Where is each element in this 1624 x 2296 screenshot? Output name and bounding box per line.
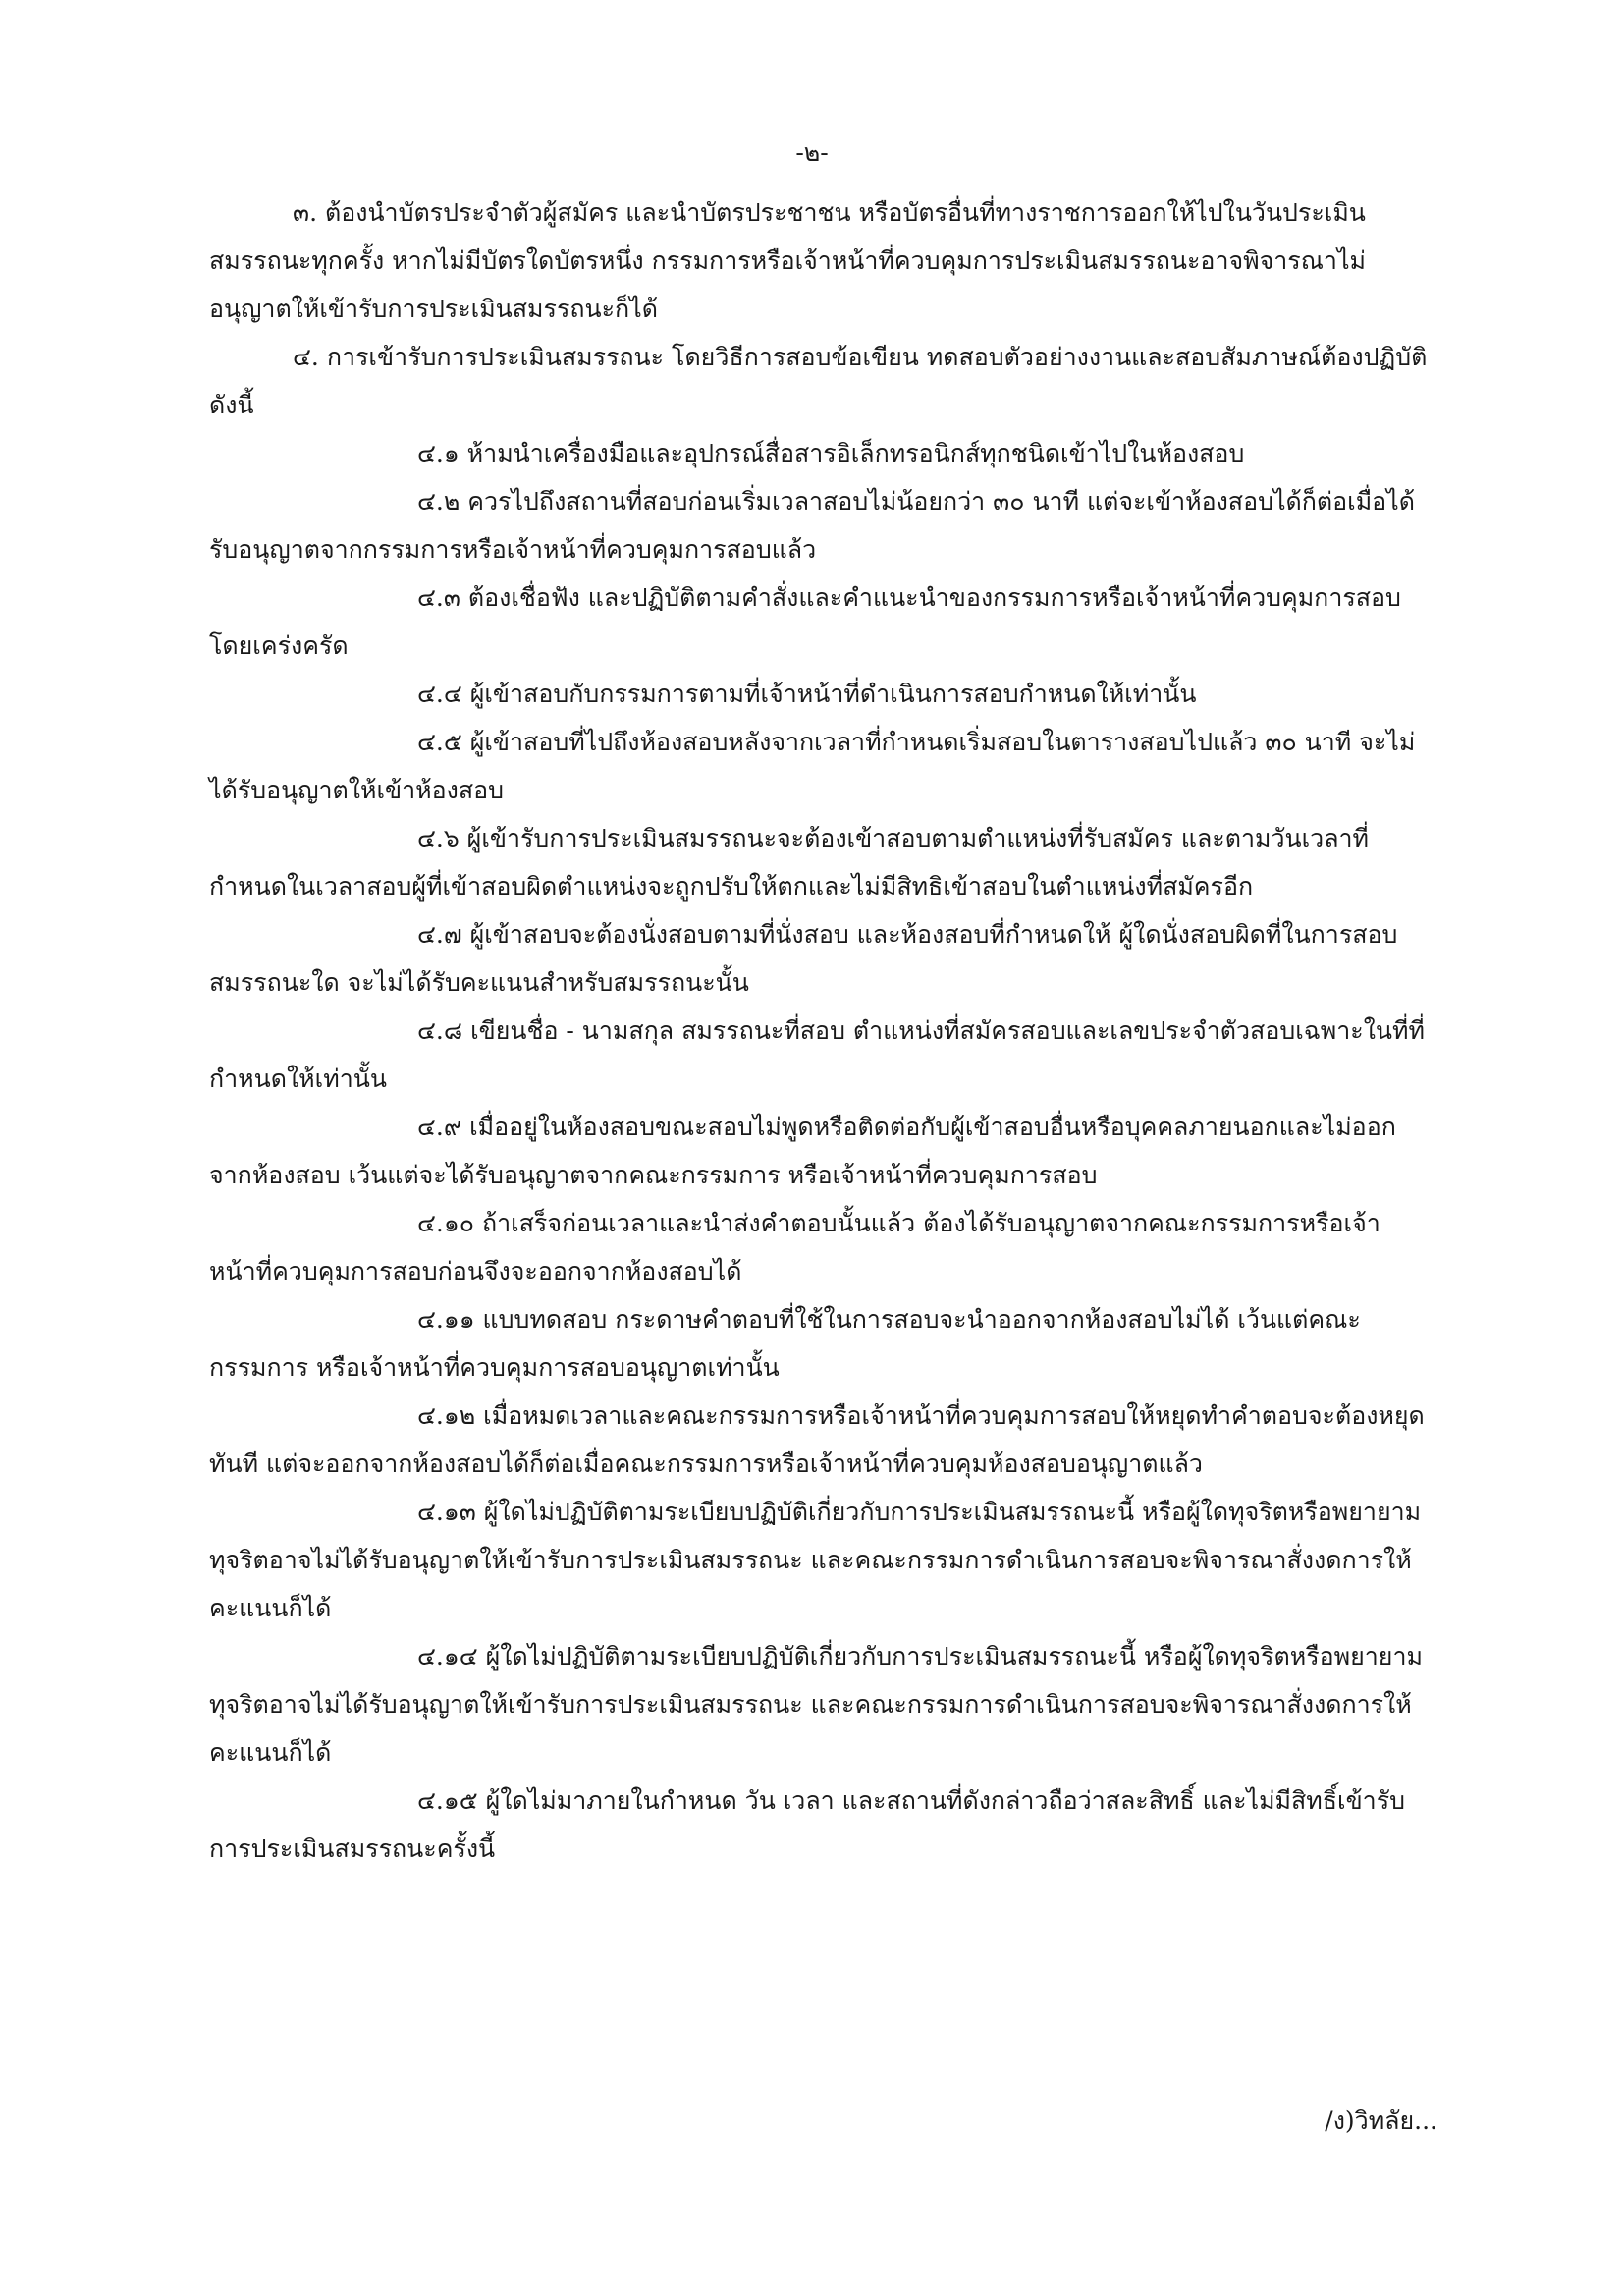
continuation-marker: /ง)วิทลัย...	[1325, 2106, 1437, 2135]
page-number: -๒-	[795, 138, 829, 167]
rule-4-9: ๔.๙ เมื่ออยู่ในห้องสอบขณะสอบไม่พูดหรือติดต่อกับผู้เข้าสอบอื่นหรือบุคคลภายนอกและไม่ออกจากห้องสอบ เว้นแต่จะได้รับอนุญาตจากคณะกรรมการ หรือเจ้าหน้าที่ควบคุมการสอบ	[209, 1113, 1396, 1189]
rule-4-7: ๔.๗ ผู้เข้าสอบจะต้องนั่งสอบตามที่นั่งสอบ และห้องสอบที่กำหนดให้ ผู้ใดนั่งสอบผิดที่ในการสอบสมรรถนะใด จะไม่ได้รับคะแนนสำหรับสมรรถนะนั้น	[209, 920, 1398, 997]
document-body	[209, 189, 1436, 1873]
rule-4-4: ๔.๔ ผู้เข้าสอบกับกรรมการตามที่เจ้าหน้าที่ดำเนินการสอบกำหนดให้เท่านั้น	[417, 680, 1197, 708]
rule-4-5: ๔.๕ ผู้เข้าสอบที่ไปถึงห้องสอบหลังจากเวลาที่กำหนดเริ่มสอบในตารางสอบไปแล้ว ๓๐ นาที จะไม่ได้รับอนุญาตให้เข้าห้องสอบ	[209, 728, 1416, 804]
rule-4-12: ๔.๑๒ เมื่อหมดเวลาและคณะกรรมการหรือเจ้าหน้าที่ควบคุมการสอบให้หยุดทำคำตอบจะต้องหยุดทันที แต่จะออกจากห้องสอบได้ก็ต่อเมื่อคณะกรรมการหรือเจ้าหน้าที่ควบคุมห้องสอบอนุญาตแล้ว	[209, 1401, 1425, 1478]
rule-4-15: ๔.๑๕ ผู้ใดไม่มาภายในกำหนด วัน เวลา และสถานที่ดังกล่าวถือว่าสละสิทธิ์ และไม่มีสิทธิ์เข้ารับการประเมินสมรรถนะครั้งนี้	[209, 1786, 1405, 1863]
rule-4-8: ๔.๘ เขียนชื่อ - นามสกุล สมรรถนะที่สอบ ตำแหน่งที่สมัครสอบและเลขประจำตัวสอบเฉพาะในที่ที่กำหนดให้เท่านั้น	[209, 1016, 1425, 1093]
rule-4-6: ๔.๖ ผู้เข้ารับการประเมินสมรรถนะจะต้องเข้าสอบตามตำแหน่งที่รับสมัคร และตามวันเวลาที่กำหนดในเวลาสอบผู้ที่เข้าสอบผิดตำแหน่งจะถูกปรับให้ตกและไม่มีสิทธิเข้าสอบในตำแหน่งที่สมัครอีก	[209, 824, 1370, 901]
rule-4-11: ๔.๑๑ แบบทดสอบ กระดาษคำตอบที่ใช้ในการสอบจะนำออกจากห้องสอบไม่ได้ เว้นแต่คณะกรรมการ หรือเจ้าหน้าที่ควบคุมการสอบอนุญาตเท่านั้น	[209, 1305, 1361, 1382]
rule-4-14: ๔.๑๔ ผู้ใดไม่ปฏิบัติตามระเบียบปฏิบัติเกี่ยวกับการประเมินสมรรถนะนี้ หรือผู้ใดทุจริตหรือพยายามทุจริตอาจไม่ได้รับอนุญาตให้เข้ารับการประเมินสมรรถนะ และคณะกรรมการดำเนินการสอบจะพิจารณาสั่งงดการให้คะแนนก็ได้	[209, 1642, 1423, 1767]
paragraph-4-assessment-rules: ๔. การเข้ารับการประเมินสมรรถนะ โดยวิธีการสอบข้อเขียน ทดสอบตัวอย่างงานและสอบสัมภาษณ์ต้องปฏิบัติ ดังนี้	[209, 343, 1428, 419]
rule-4-13: ๔.๑๓ ผู้ใดไม่ปฏิบัติตามระเบียบปฏิบัติเกี่ยวกับการประเมินสมรรถนะนี้ หรือผู้ใดทุจริตหรือพยายามทุจริตอาจไม่ได้รับอนุญาตให้เข้ารับการประเมินสมรรถนะ และคณะกรรมการดำเนินการสอบจะพิจารณาสั่งงดการให้คะแนนก็ได้	[209, 1498, 1422, 1622]
paragraph-3-id-card: ๓. ต้องนำบัตรประจำตัวผู้สมัคร และนำบัตรประชาชน หรือบัตรอื่นที่ทางราชการออกให้ไปในวันประเมินสมรรถนะทุกครั้ง หากไม่มีบัตรใดบัตรหนึ่ง กรรมการหรือเจ้าหน้าที่ควบคุมการประเมินสมรรถนะอาจพิจารณาไม่อนุญาตให้เข้ารับการประเมินสมรรถนะก็ได้	[209, 198, 1367, 323]
rule-4-3: ๔.๓ ต้องเชื่อฟัง และปฏิบัติตามคำสั่งและคำแนะนำของกรรมการหรือเจ้าหน้าที่ควบคุมการสอบโดยเคร่งครัด	[209, 583, 1401, 660]
rule-4-1: ๔.๑ ห้ามนำเครื่องมือและอุปกรณ์สื่อสารอิเล็กทรอนิกส์ทุกชนิดเข้าไปในห้องสอบ	[417, 439, 1245, 467]
rule-4-2: ๔.๒ ควรไปถึงสถานที่สอบก่อนเริ่มเวลาสอบไม่น้อยกว่า ๓๐ นาที แต่จะเข้าห้องสอบได้ก็ต่อเมื่อได้รับอนุญาตจากกรรมการหรือเจ้าหน้าที่ควบคุมการสอบแล้ว	[209, 487, 1415, 564]
rule-4-10: ๔.๑๐ ถ้าเสร็จก่อนเวลาและนำส่งคำตอบนั้นแล้ว ต้องได้รับอนุญาตจากคณะกรรมการหรือเจ้าหน้าที่ควบคุมการสอบก่อนจึงจะออกจากห้องสอบได้	[209, 1209, 1380, 1285]
